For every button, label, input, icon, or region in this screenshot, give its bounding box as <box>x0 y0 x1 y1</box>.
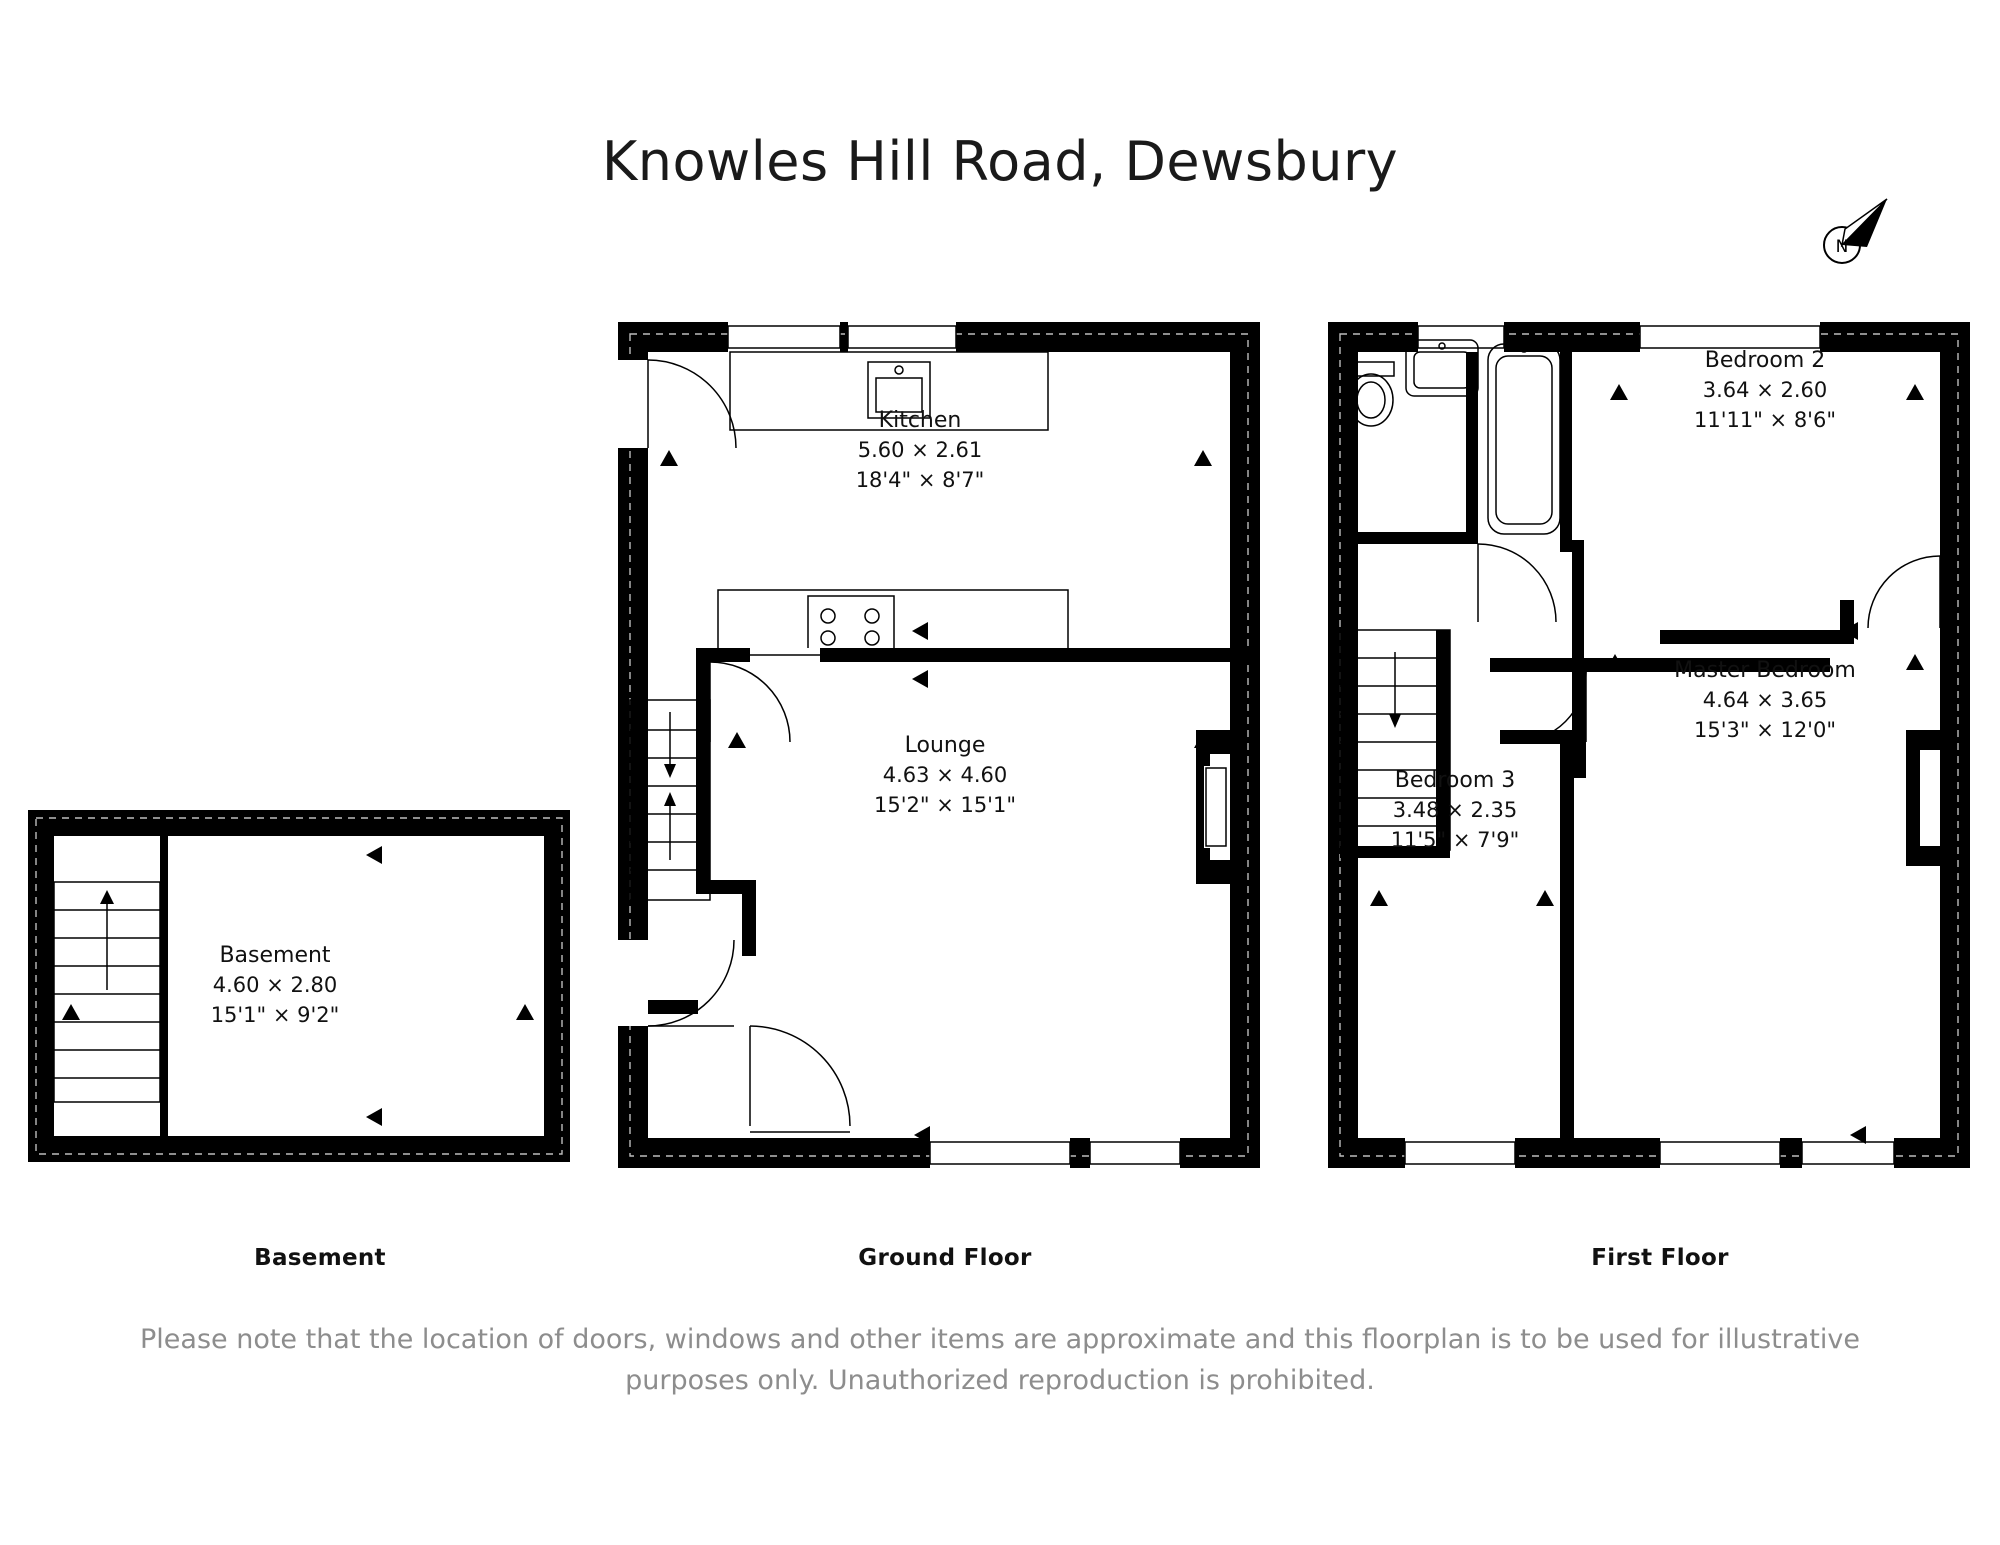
cooker-hob-icon <box>808 596 894 652</box>
room-label-master-bedroom: Master Bedroom 4.64 × 3.65 15'3" × 12'0" <box>1674 658 1856 743</box>
caption-first: First Floor <box>1591 1245 1729 1271</box>
bathtub-icon <box>1488 344 1560 534</box>
disclaimer-text: Please note that the location of doors, windows and other items are approximate and this floorplan is to be used for illustrative purposes only. Unauthorized reproduction is prohibited. <box>140 1324 1860 1396</box>
room-label-basement: Basement 4.60 × 2.80 15'1" × 9'2" <box>210 943 340 1028</box>
first-floorplan <box>1310 300 2000 1180</box>
north-arrow-icon <box>1815 195 1905 275</box>
room-label-lounge: Lounge 4.63 × 4.60 15'2" × 15'1" <box>874 733 1016 818</box>
page-title: Knowles Hill Road, Dewsbury <box>601 130 1399 193</box>
caption-ground: Ground Floor <box>858 1245 1032 1271</box>
caption-basement: Basement <box>254 1245 386 1271</box>
svg-text:N: N <box>1835 237 1849 257</box>
room-label-kitchen: Kitchen 5.60 × 2.61 18'4" × 8'7" <box>855 408 985 493</box>
room-label-bedroom2: Bedroom 2 3.64 × 2.60 11'11" × 8'6" <box>1694 348 1836 433</box>
basement-floorplan <box>10 790 590 1170</box>
ground-floorplan <box>600 300 1290 1180</box>
room-label-bedroom3: Bedroom 3 3.48 × 2.35 11'5" × 7'9" <box>1390 768 1520 853</box>
